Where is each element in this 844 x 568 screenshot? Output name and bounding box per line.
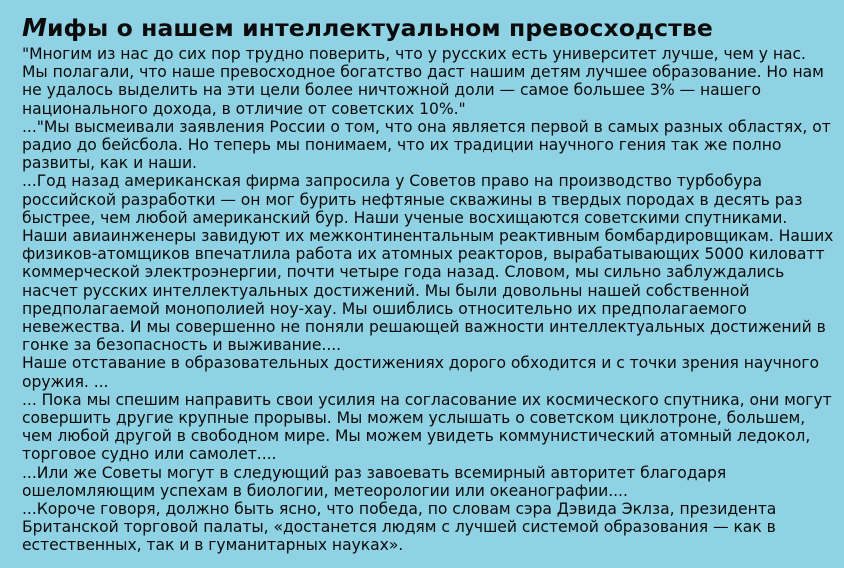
- quote-paragraph-1: "Многим из нас до сих пор трудно поверить, что у русских есть университет лучше, чем у нас. Мы полагали, что наше превосходное богатство даст нашим детям лучшее образование. Но нам не удалось выделить на эти цели более ничтожной доли — самое большее 3% — нашего национального дохода, в отличие от советских 10%.": [22, 45, 824, 118]
- article-title: [22, 14, 836, 42]
- quote-paragraph-2: ..."Мы высмеивали заявления России о том, что она является первой в самых разных областях, от радио до бейсбола. Но теперь мы понимаем, что их традиции научного гения так же полно развиты, как и наши.: [22, 117, 831, 173]
- title-text: ифы о нашем интеллектуальном превосходстве: [46, 14, 713, 42]
- quote-paragraph-6: ...Или же Советы могут в следующий раз завоевать всемирный авторитет благодаря ошеломляющим успехам в биологии, метеорологии или океанографии....: [22, 463, 727, 500]
- title-initial: М: [22, 13, 47, 42]
- quote-paragraph-5: ... Пока мы спешим направить свои усилия на согласование их космического спутника, они могут совершить другие крупные прорывы. Мы можем услышать о советском циклотроне, большем, чем любой другой в свободном мире. Мы можем увидеть коммунистический атомный ледокол, торговое судно или самолет....: [22, 390, 832, 464]
- quote-paragraph-7: ...Короче говоря, должно быть ясно, что победа, по словам сэра Дэвида Эклза, президента Британской торговой палаты, «достанется людям с лучшей системой образования — как в естественных, так и в гуманитарных науках».: [22, 500, 777, 555]
- quote-paragraph-4: Наше отставание в образовательных достижениях дорого обходится и с точки зрения научного оружия. ...: [22, 354, 820, 391]
- quote-paragraph-3: ...Год назад американская фирма запросила у Советов право на производство турбобура российской разработки — он мог бурить нефтяные скважины в твердых породах в десять раз быстрее, чем любой американский бур. Наши ученые восхищаются советскими спутниками. Наши авиаинженеры завидуют их межконтинентальным реактивным бомбардировщикам. Наших физиков-атомщиков впечатлила работа их атомных реакторов, вырабатывающих 5000 киловатт коммерческой электроэнергии, почти четыре года назад. Словом, мы сильно заблуждались насчет русских интеллектуальных достижений. Мы были довольны нашей собственной предполагаемой монополией ноу-хау. Мы ошиблись относительно их предполагаемого невежества. И мы совершенно не поняли решающей важности интеллектуальных достижений в гонке за безопасность и выживание....: [22, 172, 834, 355]
